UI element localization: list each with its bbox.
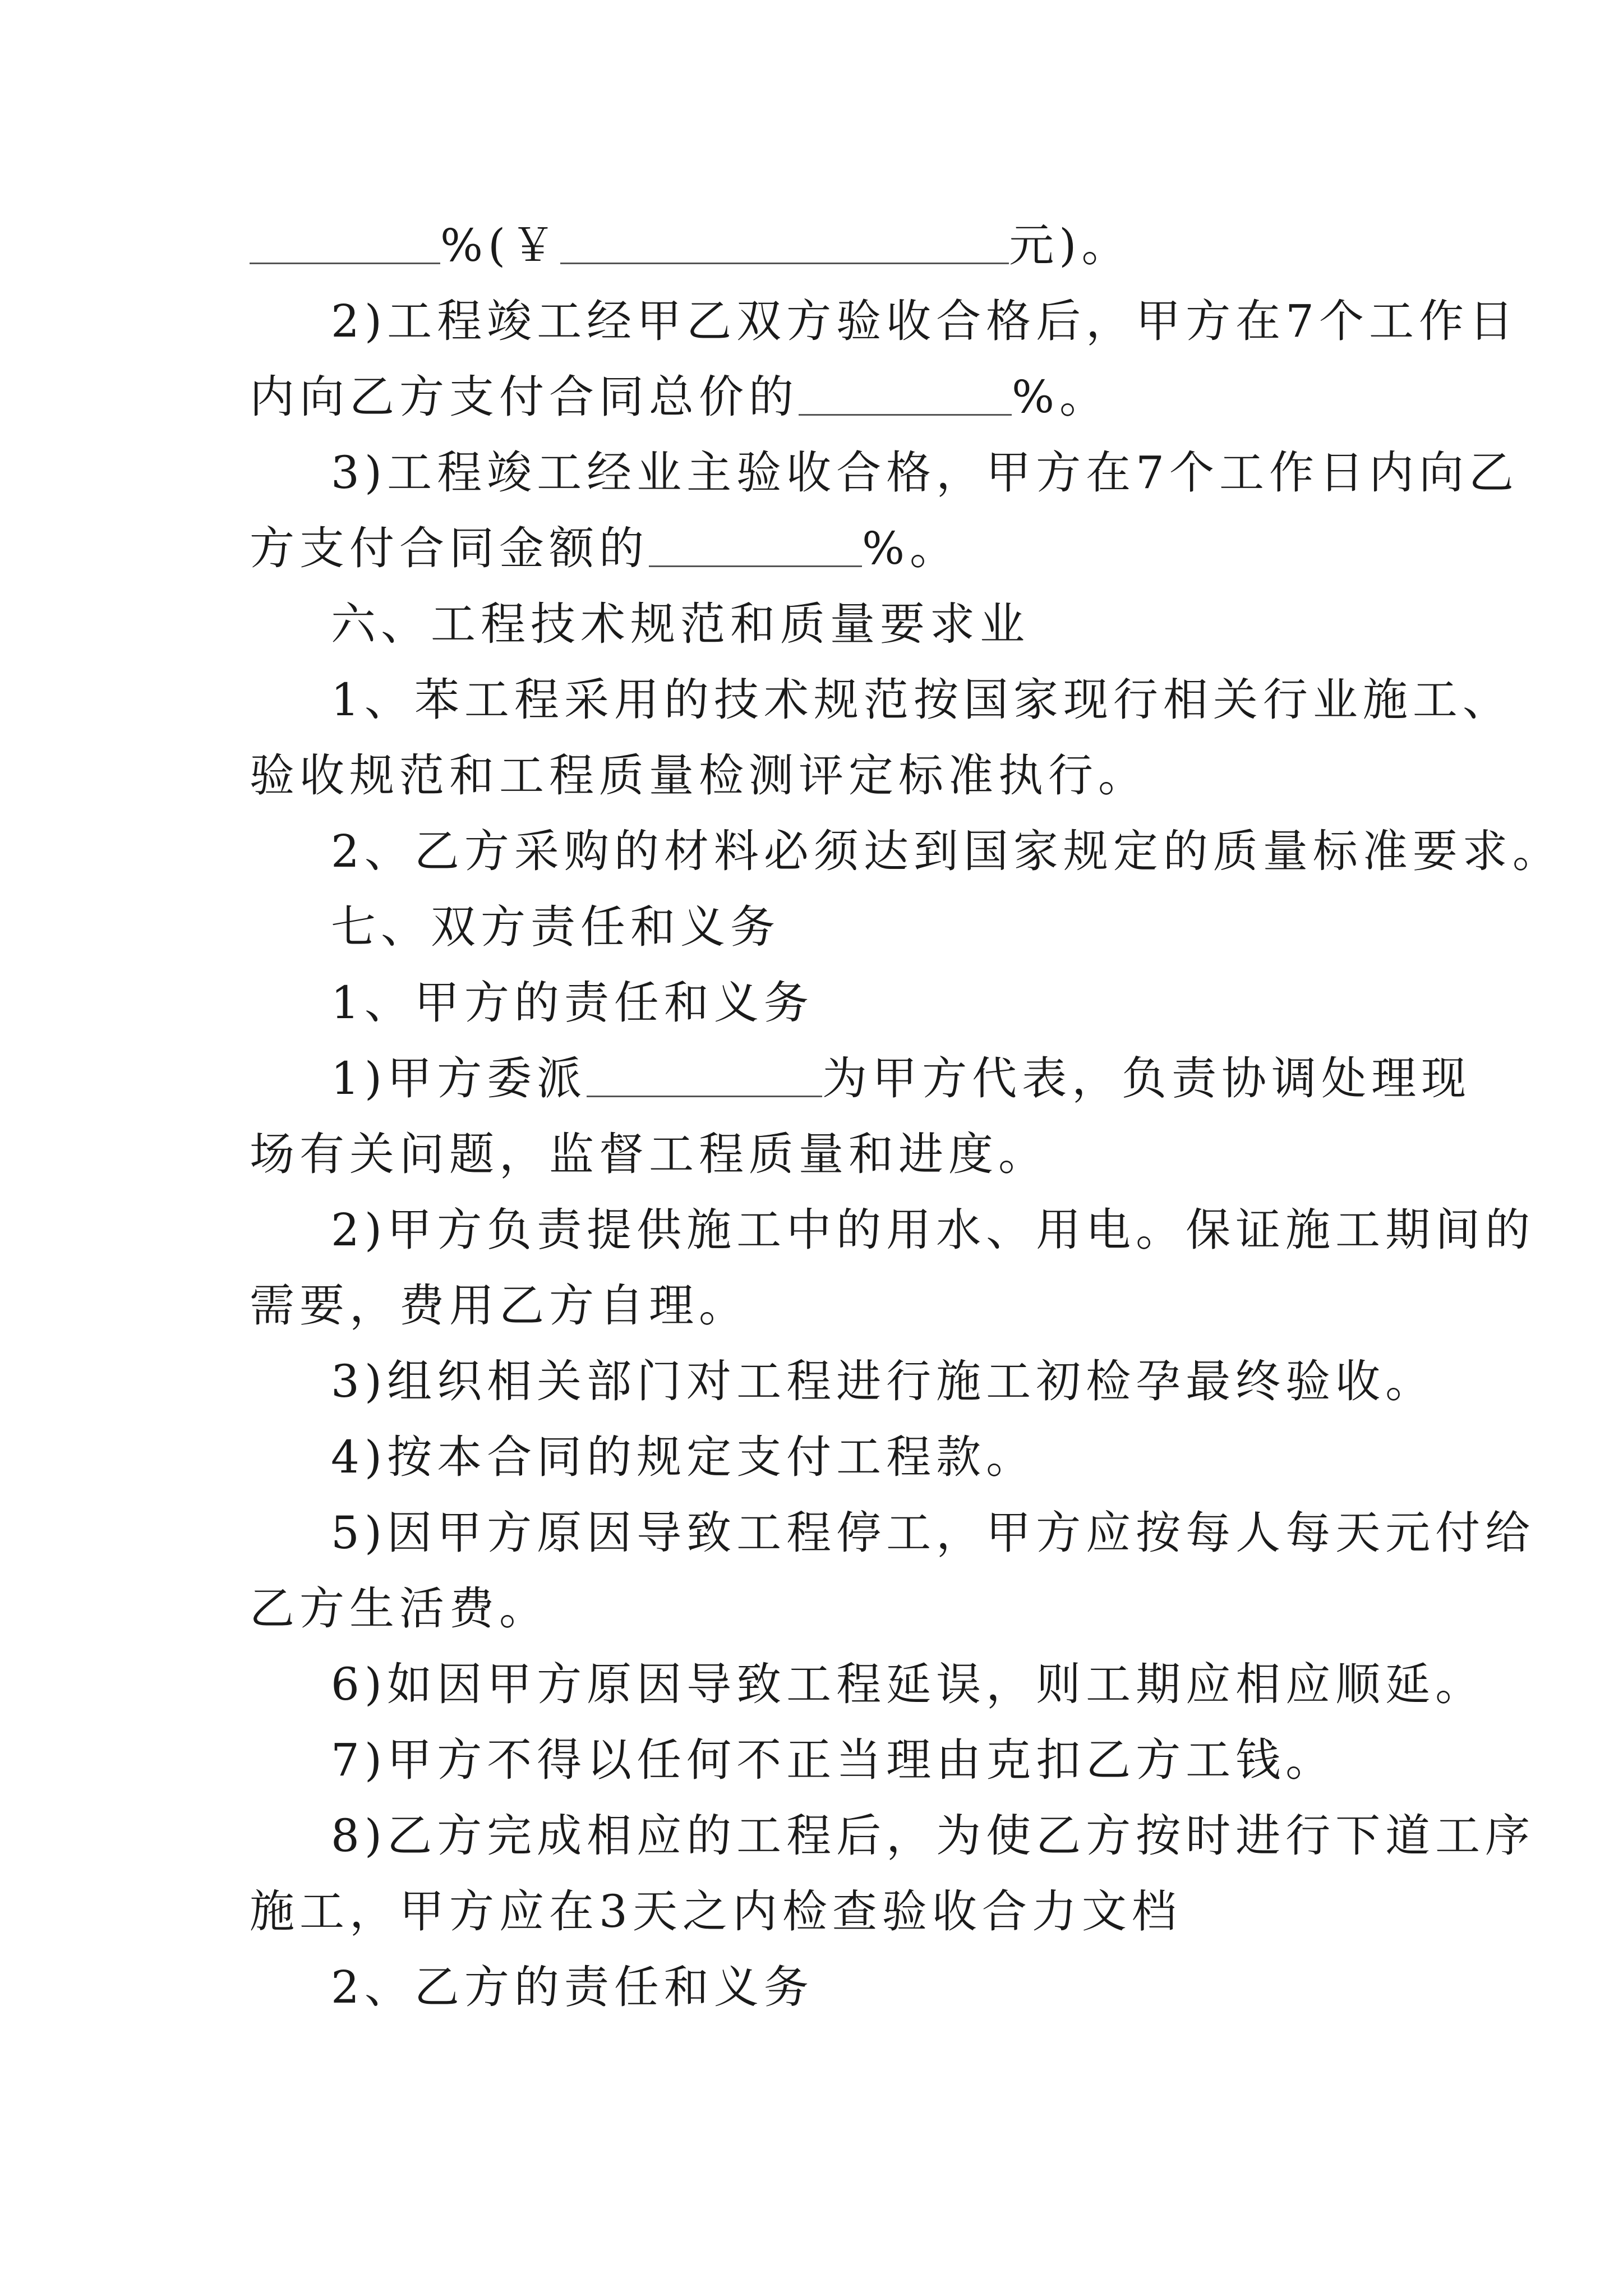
text-line: 需要，费用乙方自理。 (250, 1280, 749, 1332)
section-heading: 六、工程技术规范和质量要求业 (331, 598, 1030, 650)
text-line: 乙方生活费。 (250, 1582, 549, 1635)
text-line: 2)工程竣工经甲乙双方验收合格后，甲方在7个工作日 (331, 295, 1519, 347)
text-line: 7)甲方不得以任何不正当理由克扣乙方工钱。 (331, 1734, 1336, 1786)
text-line: 方支付合同金额的 %。 (250, 522, 960, 574)
blank-field (649, 531, 862, 567)
text-line: 3)工程竣工经业主验收合格，甲方在7个工作日内向乙 (331, 447, 1519, 499)
text-line: 8)乙方完成相应的工程后，为使乙方按时进行下道工序 (331, 1810, 1536, 1862)
blank-field (560, 228, 1009, 264)
text-line: 施工，甲方应在3天之内检查验收合力文档 (250, 1885, 1182, 1938)
blank-field (587, 1061, 822, 1097)
text-line: 2、乙方采购的材料必须达到国家规定的质量标准要求。 (331, 825, 1562, 877)
text-line: 1)甲方委派 为甲方代表，负责协调处理现 (331, 1052, 1472, 1105)
text-line: 内向乙方支付合同总价的 %。 (250, 371, 1110, 423)
subsection-heading: 1、甲方的责任和义务 (331, 977, 814, 1029)
section-heading: 七、双方责任和义务 (331, 901, 780, 953)
text-line: 场有关问题，监督工程质量和进度。 (250, 1128, 1048, 1180)
blank-field (250, 228, 440, 264)
payment-ratio-line: %(￥ 元)。 (250, 223, 1131, 268)
text-line: 3)组织相关部门对工程进行施工初检孕最终验收。 (331, 1355, 1436, 1407)
text-line: 4)按本合同的规定支付工程款。 (331, 1431, 1036, 1483)
text-line: 5)因甲方原因导致工程停工，甲方应按每人每天元付给 (331, 1507, 1536, 1559)
text-line: 6)如因甲方原因导致工程延误，则工期应相应顺延。 (331, 1658, 1486, 1710)
text-line: 2)甲方负责提供施工中的用水、用电。保证施工期间的 (331, 1204, 1536, 1256)
subsection-heading: 2、乙方的责任和义务 (331, 1961, 814, 2013)
blank-field (799, 379, 1012, 416)
text-line: 验收规范和工程质量检测评定标准执行。 (250, 749, 1148, 802)
text-line: 1、苯工程采用的技术规范按国家现行相关行业施工、 (331, 674, 1513, 726)
